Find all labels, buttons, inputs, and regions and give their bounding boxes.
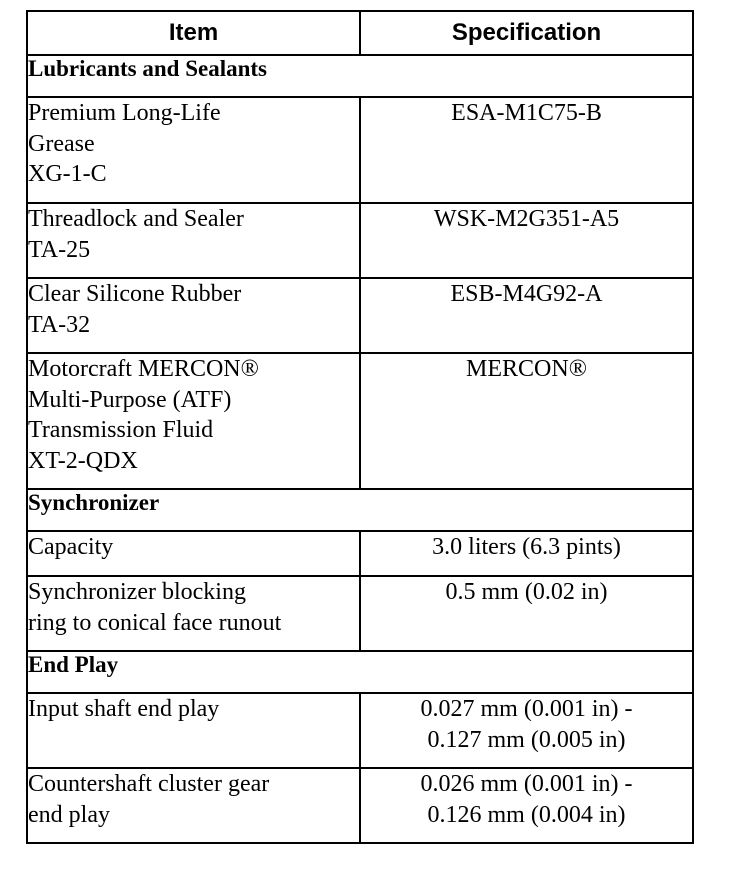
item-cell: Premium Long-Life Grease XG-1-C — [27, 97, 360, 203]
spec-cell: WSK-M2G351-A5 — [360, 203, 693, 278]
header-row — [27, 11, 693, 55]
section-title-synchronizer: Synchronizer — [27, 489, 693, 531]
spec-cell: 3.0 liters (6.3 pints) — [360, 531, 693, 576]
item-cell: Clear Silicone Rubber TA-32 — [27, 278, 360, 353]
section-title-end-play: End Play — [27, 651, 693, 693]
section-title-lubricants: Lubricants and Sealants — [27, 55, 693, 97]
item-cell: Capacity — [27, 531, 360, 576]
table-row — [27, 278, 693, 353]
spec-cell: 0.5 mm (0.02 in) — [360, 576, 693, 651]
item-cell: Motorcraft MERCON® Multi-Purpose (ATF) Transmission Fluid XT-2-QDX — [27, 353, 360, 489]
header-item: Item — [27, 11, 360, 55]
spec-cell: 0.027 mm (0.001 in) - 0.127 mm (0.005 in) — [360, 693, 693, 768]
item-cell: Input shaft end play — [27, 693, 360, 768]
table-row — [27, 531, 693, 576]
table-row — [27, 576, 693, 651]
table-row — [27, 203, 693, 278]
spec-cell: ESA-M1C75-B — [360, 97, 693, 203]
section-row — [27, 651, 693, 693]
specification-table — [26, 10, 694, 844]
header-specification: Specification — [360, 11, 693, 55]
table-row — [27, 97, 693, 203]
section-row — [27, 489, 693, 531]
spec-cell: ESB-M4G92-A — [360, 278, 693, 353]
item-cell: Threadlock and Sealer TA-25 — [27, 203, 360, 278]
table-row — [27, 768, 693, 843]
spec-cell: MERCON® — [360, 353, 693, 489]
table-row — [27, 693, 693, 768]
item-cell: Synchronizer blocking ring to conical face runout — [27, 576, 360, 651]
section-row — [27, 55, 693, 97]
spec-cell: 0.026 mm (0.001 in) - 0.126 mm (0.004 in) — [360, 768, 693, 843]
item-cell: Countershaft cluster gear end play — [27, 768, 360, 843]
table-row — [27, 353, 693, 489]
